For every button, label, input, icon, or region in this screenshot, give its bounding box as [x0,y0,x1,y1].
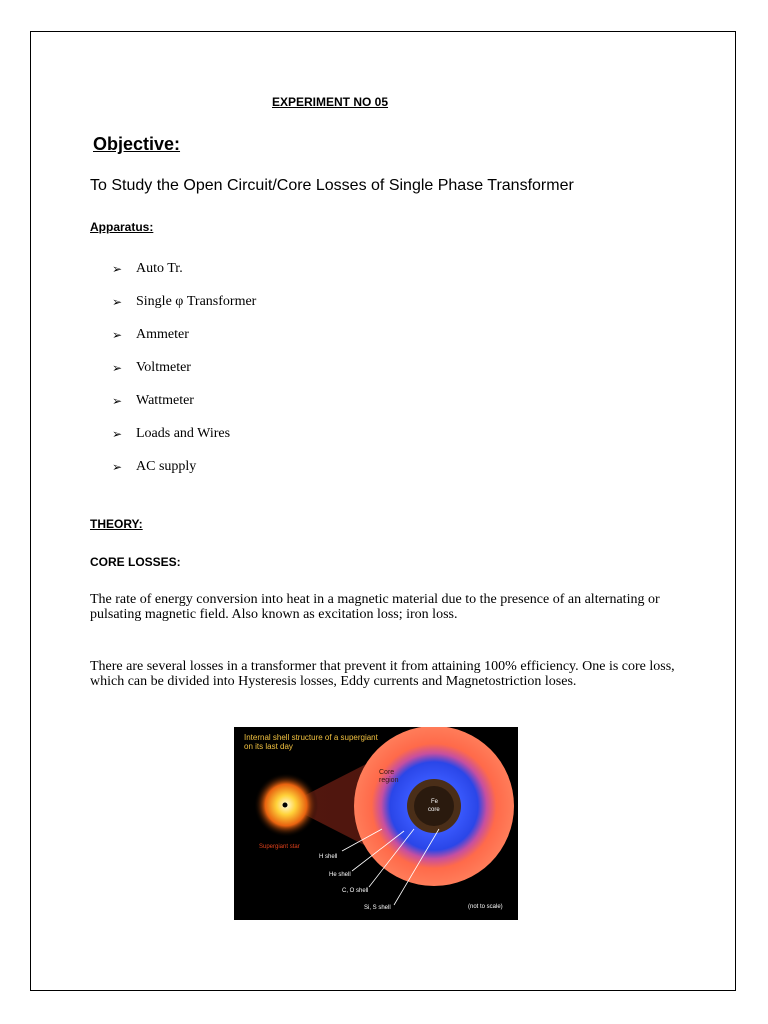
core-losses-definition: The rate of energy conversion into heat in a magnetic material due to the presence of an alternating or pulsating magnetic field. Also known as excitation loss; iron loss. [90,592,660,622]
objective-heading: Objective: [93,134,181,154]
apparatus-item-label: Single φ Transformer [136,293,257,309]
core-region-label-line-1: Core [379,769,395,776]
arrow-bullet-icon: ➢ [112,459,123,474]
arrow-bullet-icon: ➢ [112,327,123,342]
apparatus-heading: Apparatus: [90,220,154,234]
list-item [112,252,256,285]
core-region-label-line-2: region [379,777,399,784]
list-item [112,417,256,450]
arrow-bullet-icon: ➢ [112,360,123,375]
arrow-bullet-icon: ➢ [112,294,123,309]
list-item [112,318,256,351]
apparatus-item-label: AC supply [136,458,197,474]
supergiant-star-label: Supergiant star [259,844,300,850]
apparatus-list [112,252,256,483]
transformer-losses-paragraph: There are several losses in a transformer that prevent it from attaining 100% efficiency. One is core loss, which can be divided into Hysteresis losses, Eddy currents and Magnetostriction loses. [90,659,675,689]
apparatus-item-label: Wattmeter [136,392,194,408]
theory-heading: THEORY: [90,517,143,531]
h-shell-label: H shell [319,854,338,860]
arrow-bullet-icon: ➢ [112,393,123,408]
figure-title-line-2: on its last day [244,742,293,751]
list-item [112,351,256,384]
fe-core-label-line-2: core [428,807,440,813]
core-losses-heading: CORE LOSSES: [90,555,181,569]
experiment-title: EXPERIMENT NO 05 [272,95,389,109]
scale-note: (not to scale) [468,904,503,910]
objective-text: To Study the Open Circuit/Core Losses of Single Phase Transformer [90,177,574,194]
list-item [112,384,256,417]
sis-shell-label: Si, S shell [364,905,391,911]
apparatus-item-label: Voltmeter [136,359,191,375]
apparatus-item-label: Ammeter [136,326,189,342]
star-core-dot [283,803,288,808]
list-item [112,285,256,318]
apparatus-item-label: Auto Tr. [136,260,183,276]
co-shell-label: C, O shell [342,888,369,894]
he-shell-label: He shell [329,872,351,878]
apparatus-item-label: Loads and Wires [136,425,231,441]
list-item [112,450,256,483]
figure-title-line-1: Internal shell structure of a supergiant [244,733,378,742]
fe-core-label-line-1: Fe [431,799,439,805]
arrow-bullet-icon: ➢ [112,261,123,276]
fe-core-inner [414,786,454,826]
supergiant-shell-figure [234,727,518,920]
arrow-bullet-icon: ➢ [112,426,123,441]
